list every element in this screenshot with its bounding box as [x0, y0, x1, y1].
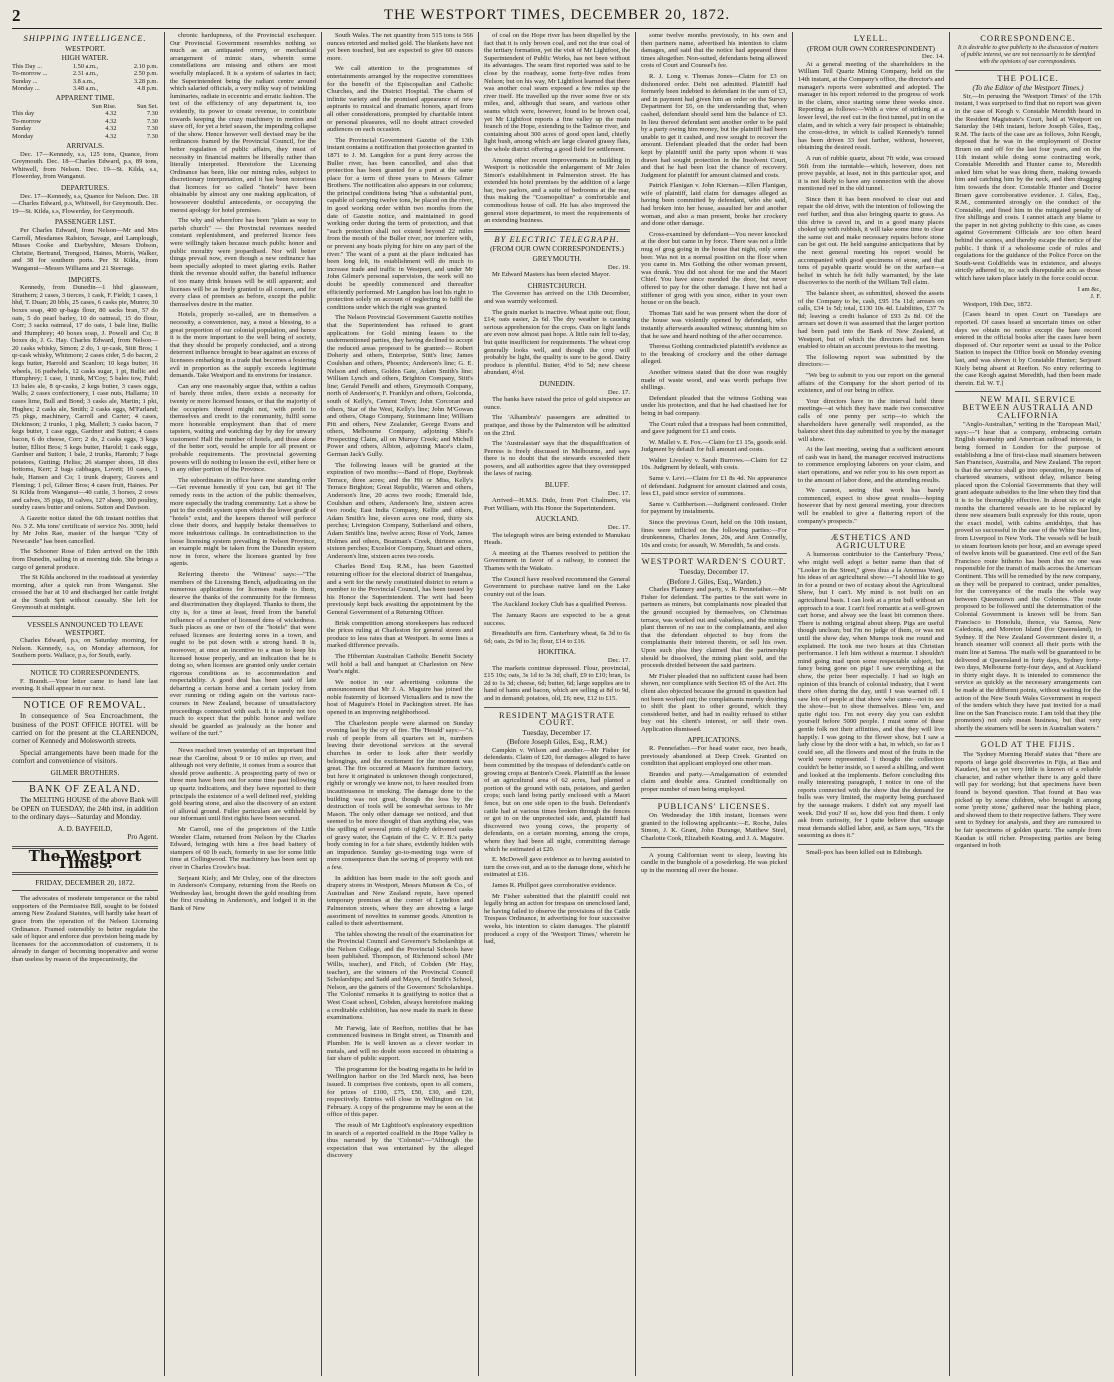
police-heading: THE POLICE. [997, 72, 1059, 83]
lyell-text: The balance sheet, as submitted, showed the assets of the Company to be, cash, £95 15s 11d; arrears on calls, £34 1s 5d; total, £130 10s 4d. Liabilities, £37 7s 8d; leaving a credit balance of £93 2s 8d. Of the arrears set down it was assumed that the larger portion had been paid into the Bank of New Zealand, at Westport, but of which the directors had not been enabled to obtain an account previous to the meeting. [798, 290, 944, 351]
police-subheading: (To the Editor of the Westport Times.) [972, 83, 1084, 93]
hokitika-heading: HOKITIKA. [538, 647, 576, 657]
divider [955, 70, 1101, 71]
table-row: This day 4.32 7.30 [12, 110, 158, 118]
lyell-subheading: (FROM OUR OWN CORRESPONDENT) [807, 43, 935, 53]
removal-text-2: Special arrangements have been made for the comfort and convenience of visitors. [12, 748, 158, 766]
californian-text: A young Californian went to sleep, leaving his candle in the bunghole of a powderkeg. He was picked up in the morning all over the house. [641, 851, 787, 874]
lyell-date: Dec. 14. [921, 53, 944, 61]
dunedin-date: Dec. 17. [607, 388, 630, 396]
lyell-text: At a general meeting of the shareholders in the William Tell Quartz Mining Company, held on the 14th instant, at the Company's office, the director's and manager's reports were submitted and adopted. The manager in his report referred to the progress of work in the claim, since starting some three weeks since. Reporting as follows:—With a view of striking at a lower level, the reef cut in the first tunnel, put in on the claim, and in which a very fair prospect is obtainable; the cross-drive, in which is called Kennedy's tunnel has been driven 33 feet farther, without, however, obtaining the desired result. [798, 60, 944, 152]
article-paragraph: We call attention to the programmes of entertainments arranged by the respective committees for the benefit of the Episcopalian and Catholic Churches, and the District Hospital. The charm of infinite variety and the promised appearance of new aspirants to musical and dramatic honors, apart from all other considerations, prompted by charitable intent or personal pleasures, will no doubt attract crowded audiences on each occasion. [327, 65, 473, 134]
telegraph-heading: BY ELECTRIC TELEGRAPH. [494, 233, 620, 244]
article-paragraph: News reached town yesterday of an important find near the Caroline, about 9 or 10 miles up river, and although not very definite, it comes from a source that should prove authentic. A prospecting party of two or three men have been out for some time past following up quartz indications, and they have reported to their principals the existence of a well defined reef, yielding gold bearing stone, and also the discovery of an extent of alluvial ground. Fuller particulars are withheld by our informant until first rights have been secured. [170, 747, 316, 823]
arrivals-text: Dec. 17—Kennedy, s.s, 125 tons, Quance, from Greymouth. Dec. 18—Charles Edward, p.s, 89 tons, Whitwell, from Nelson. Dec. 19—St. Kilda, s.s, Flowerday, from Wanganui. [12, 150, 158, 181]
column-rule [321, 32, 322, 1376]
resident-court-sub: (Before Joseph Giles, Esq., R.M.) [507, 737, 607, 747]
article-paragraph: The programme for the boating regatta to be held in Wellington harbor on the 3rd March next, has been issued. It comprises five contests, open to all comers, for prizes of £100, £75, £50, £30, and £20, respectively. Entries will close in Wellington on 1st February. A copy of the programme may be seen at the office of this paper. [327, 1065, 473, 1119]
applications-heading: APPLICATIONS. [687, 735, 741, 745]
auckland-text: The Council have resolved recommend the General Government to purchase native land on the Lake country out of the loan. [484, 575, 630, 598]
divider [955, 736, 1101, 737]
article-paragraph: Among other recent improvements in building in Westport is noticeable the enlargement of Mr Jules Simon's establishment in Palmerston street. He has extended his hotel premises by the addition of a large bar, two parlors, and a suite of bedrooms at the rear, thus making the "Cosmopolitan" a comfortable and commodious house of call. He has also improved the general store department, to meet the requirements of an extending business. [484, 156, 630, 225]
gazette-notice: A Gazette notice dated the 6th instant notifies that No. 3 Z. Mu tons' certificate of service No. 3090, held by Mr John Rae, master of the barque "City of Newcastle" has been cancelled. [12, 514, 158, 545]
removal-ad [12, 699, 158, 777]
article-paragraph: We notice in our advertising columns the announcement that Mr J. A. Maguire has joined the noble fraternity of licensed Victuallers and is now the host of Maguire's Hotel in Packington street. He has opened in an improving neighborhood. [327, 678, 473, 717]
column-4 [484, 32, 630, 1376]
lyell-heading: LYELL. [853, 33, 889, 43]
publicans-heading: PUBLICANS' LICENSES. [657, 800, 771, 811]
removal-heading: NOTICE OF REMOVAL. [23, 699, 147, 711]
divider [484, 229, 630, 232]
letter-signature: J. F. [1090, 293, 1101, 301]
passengers-text: Per Charles Edward, from Nelson—Mr and Mrs Carroll, Mesdames Ralston, Savage, and Lamplough, Misses Cooke and Darbyshire, Messrs Dobson, Christie, Bertrand, Trengood, Haines, Morris, Walker, and 38 for southern ports. Per St Kilda, from Wanganui—Messrs Williams and 21 Steerage. [12, 226, 158, 272]
dunedin-text: The 'Australasian' says that the disqualification of Peeress is freely discussed in Melbourne, and says there is no doubt that the stewards exceeded their powers, and all authorities agree that they overstepped the laws of racing. [484, 440, 630, 478]
lyell-text: A run of rubble quartz, about 7ft wide, was crossed 56ft from the turntable—which, however, does not prove payable, at least, not in this particular spot, and it is not likely to have any connection with the above mentioned reef in the old tunnel. [798, 154, 944, 193]
column-5 [641, 32, 787, 1376]
article-paragraph: Can any one reasonably argue that, within a radius of barely three miles, there exists a necessity for twenty or more licensed houses, or that the majority of the occupiers thereof might not, with profit to themselves and credit to the community, fulfil some more honorable employment than that of mere tapsters, waiting and watching day by day for unwary customers! Half the number of hotels, and those alone of the better sort, would be ample for all present or probable requirements. The provincial governing powers will do nothing to lessen the evil, either here or in any other portion of the Province. [170, 382, 316, 474]
divider [798, 529, 944, 530]
publicans-text: On Wednesday the 18th instant, licenses were granted to the following applicants:—E. Roche, Jules Simon, J. K. Grant, John Durange, Matthew Steel, Charlotte Cook, Elizabeth Keating, and J. A. Maguire. [641, 812, 787, 842]
greymouth-date: Dec. 19. [607, 263, 630, 271]
mail-heading: NEW MAIL SERVICE BETWEEN AUSTRALIA AND CALIFORNIA [962, 394, 1094, 420]
article-paragraph: chronic hardupness, of the Provincial exchequer. Our Provincial Government resembles nothing so much as an antiquated orrery, or mechanical arrangement of mimic stars, wherein some constellations are missing and others are most woefully misplaced. It is a system of salaries in fact; the Superintendent being the radiant centre around which salaried officials, a very milky way of twinkling luminaries, radiate in eccentric and erratic fashion. The test of the efficiency of any department is, too evidently, its power to create revenue, to contribute towards keeping the crazy machinery in motion and stave off, for yet a brief season, the impending collapse of the show. Hence however well devised may be the ordinances framed by the Provincial Council, for the better regulation of public affairs, they must of necessity in financial matters be liberally rather than literally interpreted. Heretofore the Licensing Ordinance has been, like our mining rules, subject to discretionary interpretation, and it has been notorious that licences for so called "hotels" have been obtainable by almost any one making application, of howsoever doubtful antecedents, or occupying the merest apology for hotel premises. [170, 32, 316, 214]
bluff-heading: BLUFF. [544, 480, 570, 490]
divider [12, 697, 158, 698]
court-text: Campkin v. Wilson and another.—Mr Fisher for defendants. Claim of £20, for damages alleged to have been committed by the trespass of defendant's cattle on growing crops at Benton's Creek. Plaintiff as the lessee of an agricultural area of 62 acres, had planted a portion of the ground with oats, potatoes, and garden crops; such land being partly enclosed with a Maori fence, but on one side open to the bush. Defendant's cattle had at various times broken through the fences or got in on the unprotected side, and, plaintiff had discovered two young cows, the property of defendants, on a certain morning, among the crops, where they had been all night, committing damage which he estimated at £20. [484, 746, 630, 853]
shipping-heading: SHIPPING INTELLIGENCE. [23, 33, 147, 43]
column-rule [478, 32, 479, 1376]
mail-text: "Anglo-Australian," writing in the 'European Mail,' says:—"I hear that a company, embracing certain English steamship and American railroad interests, is being formed in London for the purpose of establishing a line of first-class mail steamers between San Francisco, Australia, and New Zealand. The report is that the service shall go into operation, by means of chartered steamers, without delay, reliance being placed upon the Colonial Governments that they will grant adequate subsidies to the line when they find that it is to be thoroughly effective. In about six or eight months the chartered vessels are to be replaced by three new steamers built expressly for this route, upon the exact model, with cabins amidships, that has proved so successful in the case of the White Star line, from Liverpool to New York. The vessels will be built to steam fourteen knots per hour, and an average speed of twelve knots will be guaranteed. One evil of the San Francisco route hitherto has been that no one was responsible for the transit of mails across the American Continent. This will be remedied by the new company, as they will be prepared to contract, under penalties, for the conveyance of the mails the whole way between Queenstown and the Colonies. The route proposed to be followed until the determination of the Colonial Government is known will be from San Francisco to Honolulu, thence, via Samoa, New Caledonia, and Moreton Island (for Queensland), to Sydney. If the New Zealand Government desire it, a branch steamer will connect all their ports with the main line at Samoa. The mails will be guaranteed to be delivered at Queensland in forty days, Sydney forty-two days, Melbourne forty-four days, and at Auckland in thirty eight days. It is intended to commence the service as quickly as the necessary arrangements can be made at the different points, without waiting for the action of the New South Wales Government in respect of the tenders which they have just invited for a mail line on the San Francisco route. I am told that they (the promoters) not only mean business, but that very shortly the steamers will be seen in Australian waters." [955, 421, 1101, 732]
divider [12, 781, 158, 782]
correspondence-heading: CORRESPONDENCE. [980, 33, 1076, 43]
court-text: Walter Livesley v. Sarah Burrows.—Claim for £2 10s. Judgment by default, with costs. [641, 456, 787, 472]
fijis-heading: GOLD AT THE FIJIS. [980, 739, 1076, 750]
warden-court-date: Tuesday, December 17. [679, 567, 749, 576]
article-paragraph: The Nelson Provincial Government Gazette notifies that the Superintendent has refused to grant applications for Gold mining leases to the undermentioned parties, they having declined to accept the reduced areas proposed to be granted:— Robert Doherty and others, Enterprise, Stitt's line; James Coulshan and others, Phoenix; Anderson's line; G. E. Nelson and others, Golden Gate, Adam Smith's line; William Lynch and others, Brighton Company, Stitt's line; Gerald Fenelli and others, Greymouth Company, north of Anderson's; F. Franklyn and others, Golconda, south of Kelly's, Cement Town; John Corcoran and others, Star of the West, Kelly's line; John M'Gowan and others, Otago Company, Steinmann line; William Pitt and others, New Zealander, George Evans and others, Melbourne Company, adjoining Shiel's Prospecting Claim, all on Murray Creek; and Michell Power and others, Albion, adjoining Mace's claim, German Jack's Gully. [327, 314, 473, 459]
column-1 [12, 32, 158, 1376]
table-header: Sun Rise. Sun Set. [91, 103, 158, 110]
divider [484, 707, 630, 708]
bank-signature-title: Pro Agent. [127, 833, 158, 842]
article-paragraph: Mr Farwig, late of Reefton, notifies that he has commenced business in Bright street, as Tinsmith and Plumber. He is well known as a clever worker in metals, and will no doubt soon succeed in obtaining a fair share of public support. [327, 1024, 473, 1063]
departures-text: Dec. 17—Kennedy, s.s, Quance for Nelson. Dec. 18—Charles Edward, p.s, Whitwell, for Greymouth. Dec. 19—St. Kilda, s.s, Flowerday, for Greymouth. [12, 192, 158, 215]
bluff-text: Arrived—H.M.S. Dido, from Port Chalmers, via Port William, with His Honor the Superintendent. [484, 497, 630, 512]
warden-court-heading: WESTPORT WARDEN'S COURT. [641, 556, 787, 567]
table-row: Monday 4.32 7.30 [12, 132, 158, 140]
telegraph-subheading: (FROM OUR OWN CORRESPONDENTS.) [490, 244, 624, 254]
greymouth-heading: GREYMOUTH. [532, 254, 582, 264]
auckland-text: Breadstuffs are firm. Canterbury wheat, 6s 3d to 6s 6d; oats, 2s 9d to 3s; flour, £14 to £16. [484, 630, 630, 645]
column-rule [792, 32, 793, 1376]
auckland-text: A meeting at the Thames resolved to petition the Government in favor of a railway, to connect the Thames with the Waikato. [484, 549, 630, 572]
court-text: Thomas Tait said he was present when the door of the house was violently opened by defendant, who instantly afterwards assaulted witness; stunning him so that he saw and heard nothing of the after occurrence. [641, 309, 787, 340]
article-paragraph: In addition has been made to the soft goods and drapery stores in Westport, Messrs Munson & Co., of Australian and New Zealand repute, have opened temporary premises at the corner of Lyttelton and Palmerston streets, where they are showing a large assortment of novelties in summer goods. Attention is called to their advertisement. [327, 874, 473, 928]
article-paragraph: Brisk competition among storekeepers has reduced the prices ruling at Charleston for general stores and produce to less rates than at Westport. In some lines a marked difference prevails. [327, 619, 473, 650]
auckland-text: The Auckland Jockey Club has a qualified Peeress. [492, 601, 627, 609]
lyell-text: "We beg to submit to you our report on the general affairs of the Company for the short period of its existence, and of our being in office. [798, 371, 944, 395]
column-6 [798, 32, 944, 1376]
column-rule [635, 32, 636, 1376]
court-text: some twelve months previously, in his own and then partners name, advertised his intention to claim damages, and said that the notice had appeared three times altogether. Non-suited, defendants being allowed costs of Court and Counsel's fee. [641, 32, 787, 70]
resident-court-date: Tuesday, December 17. [522, 727, 592, 737]
court-text: Charles Flannery and party, v. R. Pennefather.—Mr Fisher for defendant. The parties to the suit were in partners as miners, but complainants now pleaded that the ground occupied by themselves, on Christmas terrace, was worked out and valueless, and the mining plant thereon of no use to the complainants, and also that the defendant objected to buy from the complainants their interest therein, or sell his own. Upon such plea they claimed that the partnership should be dissolved, the mining plant sold, and the proceeds divided between the said partners. [641, 586, 787, 670]
court-text: Patrick Flanigan v. John Kiernan.—Ellen Flanigan, wife of plaintiff, laid claim for damages alleged as having been committed by defendant, who she said, had broken into her house, assaulted her and another woman, and also a man present, broke her crockery and done other damage. [641, 182, 787, 228]
table-row: Sunday 4.32 7.30 [12, 125, 158, 133]
schooner-notice: The Schooner Rose of Eden arrived on the 18th from Dunedin, sailing in at morning tide. She brings a cargo of general produce. [12, 548, 158, 571]
divider [12, 664, 158, 665]
apparent-time-table [12, 103, 158, 140]
editor-note: [Cases heard in open Court on Tuesdays are reported. Of cases heard at uncertain times on other days we obtain no notice except the bare record entered in the official books after the cases have been disposed of. Our reporter went as usual to the Police Station to inspect the Office book on Monday evening last, and was shown it by Constable Hunter; Serjeant Kiely being absent at Reefton. No entry referring to the case Keogh against Meredith, had then been made therein. Ed. W. T.] [955, 311, 1101, 387]
court-text: Same v. Cuthbertson.—Judgment confessed. Order for payment by instalments. [641, 500, 787, 516]
hokitika-date: Dec. 17. [607, 656, 630, 664]
table-row: To-morrow 4.32 7.30 [12, 117, 158, 125]
greymouth-text: Mr Edward Masters has been elected Mayor. [492, 271, 611, 279]
notice-correspondents-heading: NOTICE TO CORRESPONDENTS. [30, 668, 140, 678]
article-paragraph: Referring thereto the 'Witness' says:—"The members of the Licensing Bench, adjudicating on the numerous applications for licenses made to them, deserve the thanks of the community for the firmness and discrimination they displayed. Thanks to them, the city is, for a time at least, freed from the baneful influence of a number of licensed dens of wickedness. Such places as one or two of the "hotels" that were refused licenses are festering sores in a town, and ought to be put down with a strong hand. It is, moreover, at once an incentive to a man to keep his licensed house properly, and an indication that he is doing so, when licenses are granted only under certain rigorous conditions as to accommodation and respectability. A good deal has been said of late debarring a certain horse and a certain jockey from ever running or riding again on the various race-courses in New Zealand, because of unsatisfactory proceedings connected with each. It is surely not too much to expect that the public honor and welfare should be guarded as jealously as the honor and welfare of the turf." [170, 570, 316, 738]
auckland-text: The January Races are expected to be a great success. [484, 611, 630, 627]
column-7 [955, 32, 1101, 1376]
divider [641, 847, 787, 848]
court-text: Mr Fisher pleaded that no sufficient cause had been shown, nor compliance with Section 65 of the Act. His client also objected because the ground in question had not been worked out; the complainants merely desiring to shift the plant to other ground, which they considered better, and had in reality refused to either buy out his client's interest, or sell their own. Application dismissed. [641, 672, 787, 733]
court-text: Since the previous Court, held on the 10th instant, fines were inflicted on the following parties:—For drunkenness, Charles Jones, 20s, and Ann Connelly, 10s and costs; for assault, W. Meredith, 5s and costs. [641, 519, 787, 549]
bank-heading: BANK OF ZEALAND. [29, 784, 141, 796]
article-paragraph: Serjeant Kiely, and Mr Oxley, one of the directors in Anderson's Company, returning from the Reefs on Wednesday last, brought down the gold resulting from the first crushing in Anderson's, and lodged it in the Bank of New [170, 874, 316, 912]
issue-date: FRIDAY, DECEMBER 20, 1872. [35, 877, 135, 887]
divider [798, 844, 944, 845]
table-row: Monday ... 3.48 a.m., 4.8 p.m. [12, 85, 158, 92]
court-text: Another witness stated that the door was roughly made of waste wood, and was worth perhaps five shillings. [641, 368, 787, 392]
high-water-table [12, 63, 158, 93]
article-paragraph: South Wales. The net quantity from 515 tons is 566 ounces retorted and melted gold. The blankets have not yet been touched, but are expected to give 60 ounces more. [327, 32, 473, 62]
column-rule [949, 32, 950, 1376]
article-paragraph: Charles Bond Esq. R.M., has been Gazetted returning officer for the electoral district of Inangahua, and a writ for the newly constituted district to return a member to the Provincial Council, has been issued by his Honor the Superintendent. The writ had been previously kept back awaiting the appointment by the General Government of a Returning Officer. [327, 563, 473, 616]
columns [12, 32, 1102, 1376]
article-paragraph: The subordinates in office have one standing order—Get revenue honestly if you can, but get it! The remedy rests in the action of the public themselves, more especially the trading community. Let a show be put to the credit system upon which the lower grade of "hotels" exist, and the keepers thereof will perforce close their doors, and happily betake themselves to more industrious callings. In contradistinction to the loose licensing system prevailing in Nelson Province, an example might be taken from the Dunedin system now in force, where the licenses granted by free agents. [170, 476, 316, 568]
court-text: James R. Phillpot gave corroborative evidence. [492, 881, 617, 889]
aesthetics-heading: ÆSTHETICS AND AGRICULTURE [830, 532, 912, 550]
court-text: Cross-examined by defendant—You never knocked at the door but came in by force. There was not a little mug of grog going in the house that night, only some beer. Was not in a normal position on the floor when you came in. Mrs Gothing the other woman present, was drunk. You did not shout for me and the Maori Chief. You have since mended the door, but never offered to pay for the other damage. I have not had a stiffener of grog with you since, either in your own house or on the beach. [641, 230, 787, 307]
passengers-heading: PASSENGER LIST. [54, 217, 116, 227]
departures-heading: DEPARTURES. [60, 183, 110, 192]
warden-court-sub: (Before J. Giles, Esq., Warden.) [667, 576, 761, 586]
court-text: The Court ruled that a trespass had been committed, and gave judgment for £1 and costs. [641, 420, 787, 436]
application-text: Brandes and party.—Amalgamation of extended claim and double area. Granted conditionally on proper number of men being employed. [641, 770, 787, 794]
christchurch-heading: CHRISTCHURCH. [527, 280, 587, 290]
divider [12, 872, 158, 875]
correspondence-note: It is desirable to give publicity to the discussion of matters of public interest, we are not necessarily to be identified with the opinions of our correspondents. [957, 44, 1099, 65]
notice-correspondents-text: F. Brandt.—Your letter came to hand late last evening. It shall appear in our next. [12, 677, 158, 693]
dunedin-heading: DUNEDIN. [539, 378, 575, 388]
column-rule [164, 32, 165, 1376]
court-text: Theresa Gothing contradicted plaintiff's evidence as to the breaking of crockery and the other damage alleged. [641, 343, 787, 366]
editorial-text: The advocates of moderate temperance or the rabid supporters of the Permissive Bill, sought to be foisted among New Zealand Statutes, will hardly take heart of grace from the operation of the Nelson Licensing Ordinance. Framed ostensibly to better regulate the sale of liquor and enforce due provision being made by licensees for the accommodation of customers, it is already in danger of becoming inoperative and worse than useless by reason of the impecuniosity, the [12, 895, 158, 964]
auckland-date: Dec. 17. [607, 524, 630, 532]
divider [12, 890, 158, 891]
bluff-date: Dec. 17. [607, 489, 630, 497]
smallpox-text: Small-pox has been killed out in Edinburgh. [806, 848, 923, 856]
lyell-text: The following report was submitted by the directors:— [798, 353, 944, 369]
page-number: 2 [12, 6, 21, 25]
table-row: To-morrow ... 2.31 a.m., 2.50 p.m. [12, 70, 158, 78]
application-text: R. Pennefather.—For head water race, two heads, previously abandoned at Deep Creek. Granted on condition that applicant employed one other man. [641, 745, 787, 768]
divider [641, 798, 787, 799]
letter-closing: I am &c, [1077, 285, 1101, 293]
resident-court-heading: RESIDENT MAGISTRATE COURT. [499, 709, 615, 728]
article-paragraph: The result of Mr Lightfoot's exploratory expedition in search of a reported coalfield in the Hope Valley is thus narrated by the 'Colonist':—"Although the expectation that was entertained by the alleged discovery [327, 1121, 473, 1160]
lyell-text: We cannot, seeing that work has barely commenced, expect to show great results—hoping however that by next general meeting, your directors will be enabled to give a flattering report of the company's prospects." [798, 487, 944, 525]
divider [170, 742, 316, 743]
article-paragraph: of coal on the Hope river has been dispelled by the fact that it is only brown coal, and not the true coal of the tertiary formation, yet the visit of Mr Lightfoot, the Superintendent of Public Works, has not been without its advantages. The seam first reported was said to be close by the roadway, some forty-five miles from Nelson; but on his way, Mr Lightfoot learned that there was another coal seam exposed a few miles up the river itself. He travelled up the river some five or six miles, and, although that seam, and various other seams which were, however, found to be brown coal, yet Mr Lightfoot reports a fine valley up the main branch of the Hope, extending to the Tadmor river, and containing about 300 acres of good open land, chiefly light bush, among which are large cleared grassy flats, the whole district offering a good field for settlement. [484, 32, 630, 153]
christchurch-text: The grain market is inactive. Wheat quite out; flour, £14; oats easier, 2s 6d. The dry weather is causing serious apprehension for the crops. Oats on light lands are even now almost past hope. A little rain fell to-day, but quite insufficient for requirements. The wheat crop generally looks well, and though the crop will probably be light, the quality is sure to be good. Dairy produce is plentiful. Butter, 4½d to 5d; new cheese abundant, 4½d. [484, 308, 630, 377]
bank-text: The MELTING HOUSE of the above Bank will be OPEN on TUESDAY, the 24th inst, in addition to the ordinary days—Saturday and Monday. [12, 796, 158, 822]
paper-nameplate: The Westport Times. [28, 846, 142, 873]
court-text: Defendant pleaded that the witness Gothing was under his protection, and that he had chastised her for being in bad company. [641, 394, 787, 417]
lyell-text: At the last meeting, seeing that a sufficient amount of cash was in hand, the manager received instructions to commence employing laborers on your claim, and start operations, and we refer you to his own report as to the amount of labor done, and the attending results. [798, 446, 944, 484]
vessels-text: Charles Edward, p.s, on Saturday morning, for Nelson. Kennedy, s.s, on Monday afternoon, for Southern ports. Wallace, p.s, for South, early. [12, 637, 158, 660]
article-paragraph: The following leases will be granted at the expiration of two months:—Band of Hope, Daybreak Terrace, three acres; and the Hit or Miss, Kelly's Terrace Brighton; Great Republic, Warren and others, Anderson's line, 20 acres two roods; Emerald Isle, Coulshan and others, Anderson's line, sixteen acres two roods; East India Company, Kellie and others, Adam Smith's line, eleven acres one rood, thirty six perches; Livingston Company, Sutherland and others, Adam Smith's line, twelve acres; Rose of York, James Holmes and others, Boatman's Creek, thirteen acres, sixteen perches; Excelsior Company, Stuart and others, Anderson's line, sixteen acres two roods. [327, 461, 473, 560]
letter-text: Sir,—In perusing the 'Westport Times' of the 17th instant, I was surprised to find that no report was given in the case of Keogh v. Constable Meredith heard in the Resident Magistrate's Court, held at Westport on Saturday the 14th instant, before Joseph Giles, Esq., R.M. The facts of the case are as follows, John Keogh, deposed that he was in the employment of Doctor Bruen on and off for the last four years, and on the 11th instant while doing some contracting work, Constable Meredith and Hunter came to, Meredith asked him what he was doing there, making towards him and catching him by the neck, and then dragging him towards the door. Constable Hunter and Doctor Bruen gave corroborative evidence. J. Giles, Esq., R.M., commented strongly on the conduct of the Constable, and fined him in the mitigated penalty of five shillings and costs. I cannot attach any blame to the paper in not giving publicity to this case, as cases against Government Officials are too often heard behind the scenes, and thereby escape the notice of the public. I think if a wholesome code of rules and regulations for the guidance of the Police Force on the South-west Goldfields was in existence, and always strictly adhered to, no such disreputable acts as those which have taken place lately in the force could occur. [955, 92, 1101, 283]
high-water-heading: HIGH WATER. [61, 53, 109, 63]
court-text: W. Mallet v. E. Fox.—Claim for £1 15s, goods sold. Judgment by default for full amount and costs. [641, 438, 787, 454]
article-paragraph: The why and wherefore has been "plain as way to parish church" — the Provincial revenues needed constant replenishment, and preferred licence fees were willingly taken because much public honor and public morality were jeopardised. Nor will better things prevail now, even though a new ordinance has been specially adopted to meet glaring evils. Rather think the revenue should suffer, the baneful influence of too many drink houses will be still apparent; and licenses will be as freely granted to all comers, and for every class of premises as before, except the public themselves desire in the matter. [170, 217, 316, 308]
port-heading: WESTPORT. [65, 43, 105, 53]
aesthetics-text: A humorous contributor to the Canterbury 'Press,' who might well adopt a better name than that of "Looker in the Street," gives thus a la Artemus Ward, his ideas of an agricultural show:—"I should like to go in for a pound or two of ecstasy about the Agricultural Show, but I can't. My mind is not built on an agricultural basis. I can look at a prize bull without an approach to a tear. I can't feel romantic at a well-grown cart horse, and alway see the least bit common there. There is nothing original about sheep. Pigs are useful though unclean; but I'm no judge of them, or was not until the show day, when Mumps took me round and explained. He took me two hours at this Christian performance. I left him without a murmur. I shouldn't mind going mad upon some respectable subject, but fancy being gone on pigs! I saw everything at the show, the prize beer especially. I had so high an opinion of this branch of colonial industry, that I went there often during the day, until I was warned off. I saw lots of people at that show who came—not to see the show—but to show themselves. Bless 'em, and quite right too. I'm not every day you can exhibit yourself before 5000 people. I must some of these gentle folk not their affinities, and that they will live happily. I was going to the flower show, but I saw a lady close by the door with a hat, in which, so far as I could see, all the flowers and most of the fruits in the world were represented. I thought the collection couldn't be better inside, so I saved a shilling, and went and looked at the implements. Before concluding this really interesting paragraph, I notice in one of the reports connected with the show that the demand for bulls was very limited, the majority being purchased by the sausage makers. I didn't eat any myself last week. Did you? If so, how did you find them. I only ask from curiosity, for I quite believe that sausage meat demands skilled labor, and, as Sam says, "It's the seasoning as does it." [798, 551, 944, 840]
removal-signature: GILMER BROTHERS. [50, 768, 120, 777]
masthead [12, 6, 1102, 29]
article-paragraph: The tables showing the result of the examination for the Provincial Council and Governor's Scholarships at the Nelson College, and the Provincial Schools have been published. Thompson, of Richmond school (Mr Willis, teacher), and Fitch, of Cobden (Mr Hay, teacher), are the winners of the Provincial Council Scholarships; and Sadd and Mayes, of Smith's School, Nelson, are the gainers of the Governors' Scholarships. The 'Colonist' remarks it is gratifying to notice that a West Coast school, Cobden, always heretofore making a creditable exhibition, has now made its mark in these examinations. [327, 930, 473, 1022]
divider [955, 391, 1101, 392]
hokitika-text: The markets continue depressed. Flour, provincial, £15 10s; oats, 3s 1d to 3s 3d; chaff, £9 to £10; bran, 1s 2d to 1s 3d; cheese, 6d; butter, 6d; large supplies are to hand of hams and bacon, which are selling at 8d to 9d, and in demand; potatoes, old, £6; new, £12 to £15. [484, 664, 630, 702]
bank-signature: A. D. BAYFEILD, [57, 824, 113, 833]
article-paragraph: The Hibernian Australian Catholic Benefit Society will hold a ball and banquet at Charleston on New Year's night. [327, 652, 473, 676]
removal-text: In consequence of Sea Encroachment, the business of the POST OFFICE HOTEL will be carried on for the present at the CLARENDON, corner of Kennedy and Molesworth streets. [12, 712, 158, 746]
table-row: This Day ... 1.50 a.m., 2.10 p.m. [12, 62, 158, 70]
court-text: Same v. Levi.—Claim for £1 8s 4d. No appearance of defendant. Judgment for amount claimed and costs, less £1, paid since service of summons. [641, 475, 787, 498]
article-paragraph: Hotels, properly so-called, are in themselves a necessity, a convenience, nay, a most a blessing, to a great proportion of our colonial population, and hence it is the more important to the well being of society, that they should be properly conducted, and a strong deterrent influence brought to bear against an excess of licensees embarking in a trade that becomes a festering evil in proportion as the supply exceeds legitimate demands. Take Westport and its environs for instance. [170, 311, 316, 380]
dunedin-text: The 'Alhambra's' passengers are admitted to pratique, and those by the Palmerston will be admitted on the 23rd. [484, 414, 630, 437]
vessels-heading: VESSELS ANNOUNCED TO LEAVE WESTPORT. [27, 620, 143, 637]
letter-place: Westport, 19th Dec, 1872. [963, 300, 1033, 308]
apparent-time-heading: APPARENT TIME. [55, 93, 115, 103]
article-paragraph: The Provincial Government Gazette of the 13th instant contains a notification that protection granted in 1871 to J. M. Langdon for a punt ferry across the Buller river, has been cancelled, and also that protection has been granted for a punt at the same place for a term of three years to Messrs Gilmer Brothers. The notification also appears in our columns; the principal conditions being "that a substantial punt, capable of carrying twelve tons, be placed on the river, in good working order within two months from the date of Gazette notice, and maintained in good working order during the term of protection, and that "such protection shall not extend beyond 22 miles from the mouth of the Buller river, nor interfere with, or prevent any boats plying for hire on any part of the river." The want of a punt at the place indicated has been long felt, its establishment will do much to increase trade and traffic in Westport, and under Mr John Gilmer's personal supervision, the work will no doubt be speedily commenced and thereafter efficiently performed. Mr Langdon has lost his right to protection solely on account of neglecting to fulfil the conditions under which the right was granted. [327, 136, 473, 311]
lyell-text: Since then it has been resolved to clear out and repair the old drive, with the intention of following the reef further, and thus also bringing quartz to grass. As this drive is caved in, and in a good many places choked up with rubbish, it will take some time to clear the same out and make necessary repairs before stone can be got out. He held sanguine anticipations that by the next general meeting his report would be accompanied with good specimens of stone, and that tons of payable quartz would be on the surface—a belief in which he felt fully warranted, by the late discoveries to the north of the William Tell claim. [798, 195, 944, 287]
dunedin-text: The banks have raised the price of gold sixpence an ounce. [484, 396, 630, 411]
court-text: R. J. Long v. Thomas Jones—Claim for £3 on dishonored order. Debt not admitted. Plaintiff had formerly been indebted to defendant in the sum of £3, and in payment had given him an order on the Survey Department for £6, on the understanding that, when cashed, defendant should send him the balance of £3. In lieu thereof defendant sent another order to be paid by a party owing him money, but the plaintiff had been unable to get it cashed, and now sought to recover the amount. Defendant pleaded that the order had been kept by plaintiff until the party upon whom it was drawn had sought protection in the Insolvent Court, and that he had been lost the chance of recovery. Judgment for plaintiff for amount claimed and costs. [641, 72, 787, 179]
stkilda-notice: The St Kilda anchored in the roadstead at yesterday morning, after a quick run from Wanganui. She crossed the bar at 10 and discharged her cattle freight at the South Spit without casualty. She left for Greymouth at midnight. [12, 574, 158, 612]
imports-heading: IMPORTS. [68, 274, 102, 284]
christchurch-text: The Governor has arrived on the 13th December, and was warmly welcomed. [484, 290, 630, 305]
table-row: Sunday ... 3.8 a.m., 3.28 p.m. [12, 77, 158, 85]
article-paragraph: Mr Carroll, one of the proprietors of the Little Wonder Claim, returned from Nelson by the Charles Edward, bringing with him a five head battery of stampers of 60 lb each, formerly in use for some little time at Collingwood. The machinery has been sent up river in Charles Crowle's boat. [170, 825, 316, 871]
newspaper-title: THE WESTPORT TIMES, DECEMBER 20, 1872. [383, 7, 731, 23]
fijis-text: The 'Sydney Morning Herald' states that "there are reports of large gold discoveries in Fijis, at Bau and Kaudavi, but as yet very little is known of a reliable character, and rather whether there is any gold there will pay for working; but that specimens have been found is beyond question. That found at Bau was picked up by some children, who brought it among some 'pretty stone,' gathered near the bathing place, and showed them to their respective fathers. They were sent to Sydney for analysis, and they are rumoured to be fair specimens of golden quartz. The sample from Kaudan is still richer. Prospecting parties are being organised in both [955, 751, 1101, 850]
divider [12, 616, 158, 617]
divider [641, 553, 787, 554]
bank-ad [12, 786, 158, 841]
article-paragraph: The Charleston people were alarmed on Sunday evening last by the cry of fire. The 'Herald' says:—"A rush of people from all quarters set in, numbers leaving their devotional services at the several churches in order to look after their worldly belongings, and the excitement for the moment was great. The fire occurred at Mason's furniture factory, but how it originated is unknown though conjectured, rightly or wrongly we know not, to have resulted from incautiousness in smoking. The damage done to the building was not great, though the loss by the destruction of tools will be somewhat serious to Mr Mason. The only other damage we noticed, and that seemed to be more thought of than anything else, was the spilling of several pints of tightly delivered casks of gravy water, the Captain of the C. V. F. B.'s party body coming in for a fair share, evidently hidden with an impudence. Sunday go-to-meeting togs were of mere consequence than the saving of property with not a few. [327, 719, 473, 871]
column-3 [327, 32, 473, 1376]
court-text: Mr Fisher submitted that the plaintiff could not legally bring an action for trespass on unenclosed land, he having failed to observe the provisions of the Cattle Trespass Ordinance, in advertising for four successive weeks, his intention to claim damages. The plaintiff produced a copy of the 'Westport Times,' wherein he had, [484, 892, 630, 946]
lyell-text: Your directors have in the interval held three meetings—at which they have made two consecutive calls of one penny per scrip—to which the shareholders have generally well responded, as the balance sheet this day submitted to you by the manager will show. [798, 397, 944, 443]
auckland-text: The telegraph wires are being extended to Manukau Heads. [484, 531, 630, 547]
court-text: E. McDowell gave evidence as to having assisted to turn the cows out, and as to the damage done, which he estimated at £16. [484, 856, 630, 879]
imports-text: Kennedy, from Dunedin—1 hhd glassware, Strathern; 2 cases, 3 tierces, 1 cask, F. Fieldt; 1 cases, 1 hhd, T. Duan; 20 bbls, 25 cases, 6 casks pie, Munro; 30 boxes soap, 400 qr-bags flour, 80 sacks bran, 57 do oats, 5 do pearl barley, 10 do oatmeal, 15 do flour, Corr; 3 sacks oatmeal, 17 do oats, 1 bale line, Bullic and Humphrey; 40 boxes soap, J. Powell and Co; 8 boxes do, J. G. Hay. Charles Edward, from Nelson—20 casks whisky, Simon; 2 do, 1 qr-cask, Stitt Bros; 1 qr-cask whisky, Whitmore; 2 cases cider, 5 do bacon, 2 kegs butter, Harrold and Scanlon; 10 kegs butter, 16 wheels, 16 pudwhels, 12 casks sugar, 1 pt, Bullic and Humphrey; 1 case, 1 trunk, M'Coy; 5 bales tow, Fuld; 13 bales ale, 8 qr-casks, 2 kegs butter, 3 cases eggs, Walls; 2 cases confectionery, 1 case nuts, Hallams; 10 cases lime, Bull and Bond; 3 casks ale, Martin; 1 pkt, Hughes; 2 casks ale, Smith; 2 casks eggs, M'Farland; 75 pkgs, machinery, Carroll and Carter; 4 cases, Dickinson; 2 trunks, 1 pkg, Mallett; 3 casks bacon, 7 kegs butter, 1 case eggs, Gardner and Sutton; 4 cases bacon, 6 do cheese, Corr; 2 do, 2 casks eggs, 3 kegs butter, Elliot Bros; 5 kegs butter, Harold; 1 cask eggs, Gardner and Sutton; 1 bale, 2 trunks, Hammh; 7 bags potatoes, Gutting; Heliss; 26 stamper shoes, 18 dies bottoms, Kerr; 2 bags cabbages, Lovett; 10 cases, 1 bale, Hansen and Co; 1 trunk drapery, Graves and Fleming; 1 pcl, Gilmer Bros; 4 cases fruit, Haines. Per St Kilda from Wanganui—40 cattle, 3 horses, 2 cows and calves, 35 pigs, 10 calves, 127 sheep, 300 poultry, sundry cases butter and onions. Sutton and Davison. [12, 284, 158, 512]
auckland-heading: AUCKLAND. [535, 514, 579, 524]
arrivals-heading: ARRIVALS. [66, 141, 104, 151]
column-2 [170, 32, 316, 1376]
